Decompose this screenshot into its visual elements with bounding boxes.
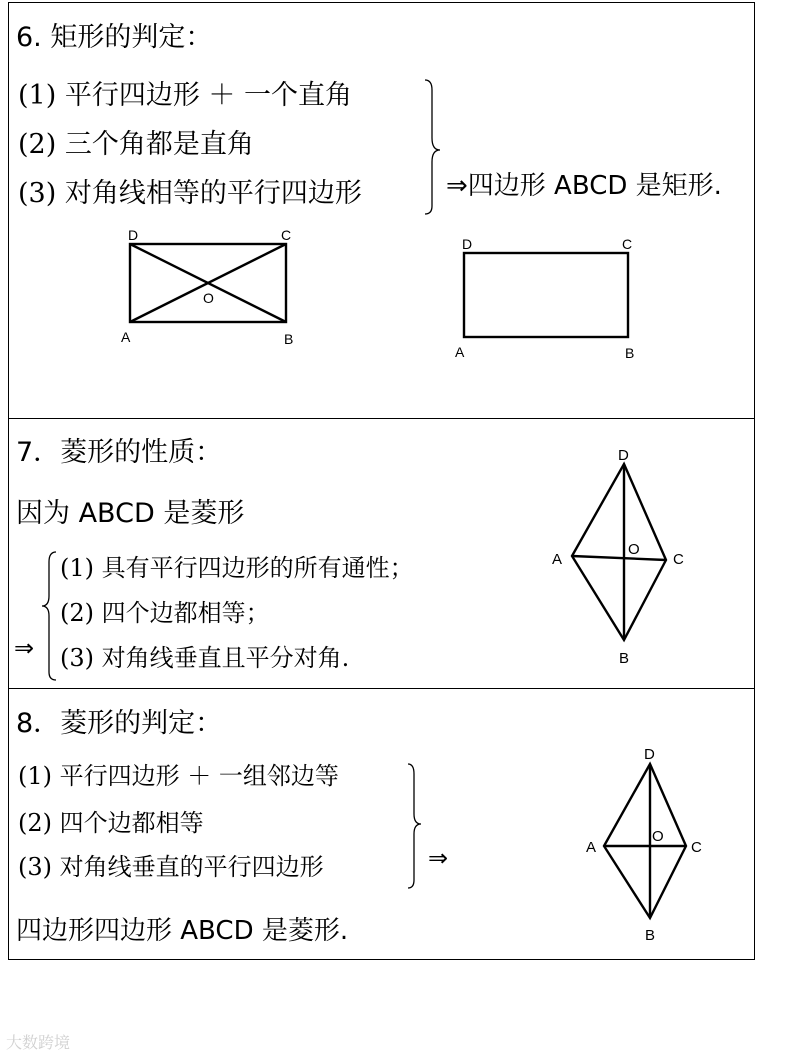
center-label-o: O	[652, 828, 664, 845]
vertex-label-c: C	[673, 551, 684, 568]
section-7-premise: 因为 ABCD 是菱形	[16, 498, 245, 529]
section-6-item-1: (1) 平行四边形 ＋ 一个直角	[18, 80, 352, 111]
section-7-item-3: (3) 对角线垂直且平分对角.	[60, 644, 350, 672]
vertex-label-d: D	[128, 227, 139, 243]
vertex-label-a: A	[121, 329, 131, 345]
vertex-label-d: D	[462, 236, 473, 252]
section-8-item-3: (3) 对角线垂直的平行四边形	[18, 853, 324, 881]
section-6-heading: 6. 矩形的判定：	[16, 22, 213, 53]
center-label-o: O	[203, 290, 214, 306]
section-6-item-2: (2) 三个角都是直角	[18, 129, 254, 160]
vertex-label-a: A	[455, 344, 465, 360]
implies-arrow: ⇒	[14, 634, 35, 662]
vertex-label-c: C	[622, 236, 633, 252]
vertex-label-c: C	[281, 227, 292, 243]
section-6-conclusion: ⇒四边形 ABCD 是矩形.	[446, 171, 722, 201]
implies-arrow: ⇒	[428, 844, 449, 872]
section-6-item-3: (3) 对角线相等的平行四边形	[18, 178, 362, 209]
vertex-label-a: A	[552, 551, 563, 568]
vertex-label-b: B	[625, 345, 635, 361]
vertex-label-c: C	[691, 839, 702, 856]
vertex-label-b: B	[284, 331, 294, 347]
vertex-label-a: A	[586, 839, 597, 856]
section-8-conclusion: 四边形四边形 ABCD 是菱形.	[16, 916, 349, 946]
center-label-o: O	[628, 541, 640, 558]
section-7-item-2: (2) 四个边都相等；	[60, 599, 270, 627]
section-8-item-1: (1) 平行四边形 ＋ 一组邻边等	[18, 762, 339, 790]
section-8-item-2: (2) 四个边都相等	[18, 809, 204, 837]
section-8-heading: 8．菱形的判定：	[16, 708, 223, 739]
section-7-heading: 7．菱形的性质：	[16, 437, 223, 468]
vertex-label-d: D	[644, 746, 655, 763]
watermark: 大数跨境	[6, 1033, 71, 1052]
vertex-label-d: D	[618, 447, 629, 464]
vertex-label-b: B	[645, 927, 656, 944]
vertex-label-b: B	[619, 650, 630, 667]
section-7-item-1: (1) 具有平行四边形的所有通性；	[60, 554, 414, 582]
